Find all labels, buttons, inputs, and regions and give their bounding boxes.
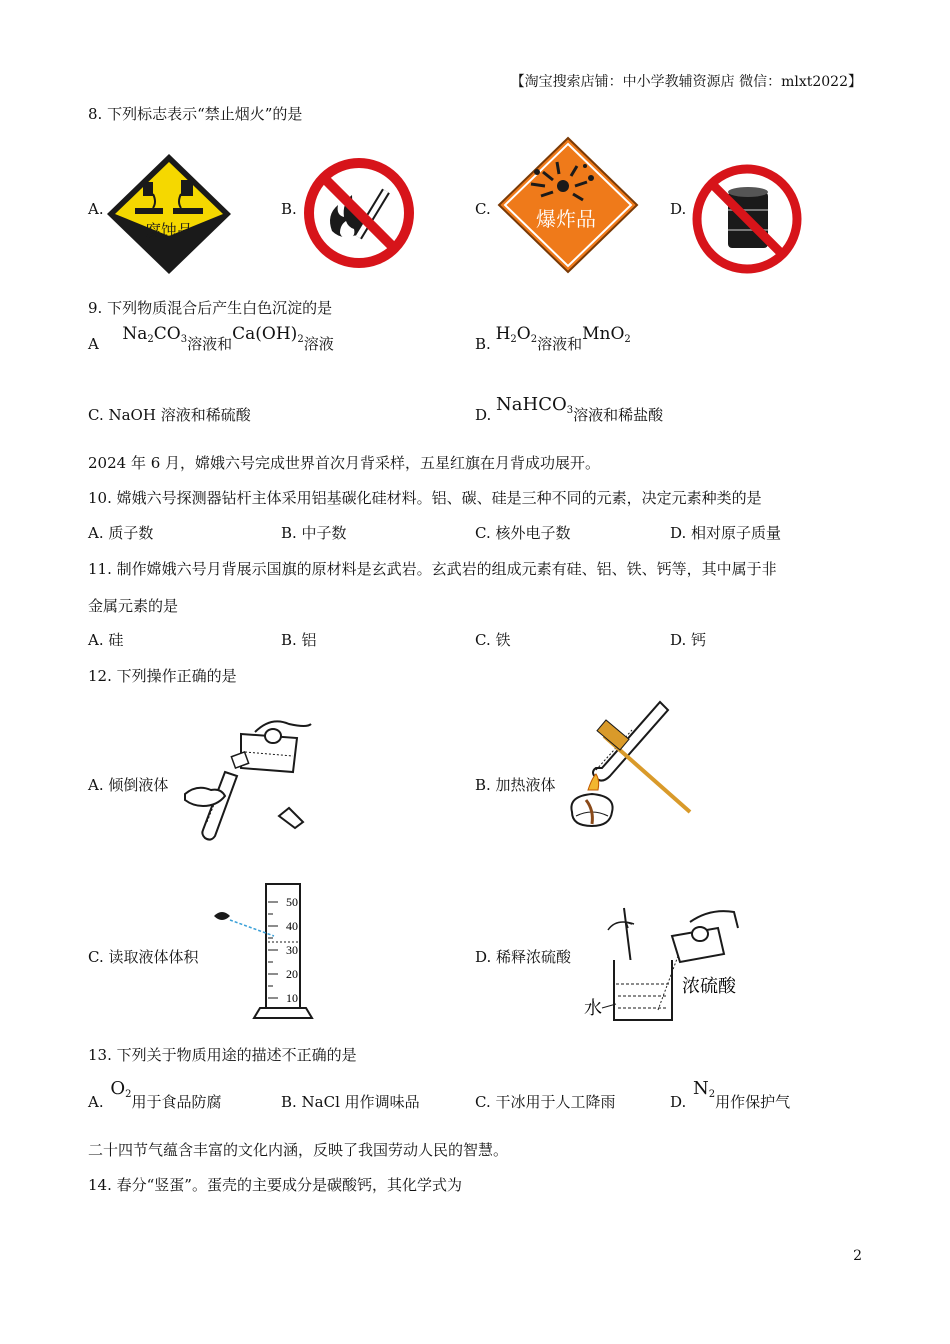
q11-option-c[interactable]: C. 铁 bbox=[475, 631, 511, 649]
q13-a-sub: 2 bbox=[125, 1089, 132, 1100]
q9-b-letter: B. bbox=[475, 335, 491, 353]
water-label: 水 bbox=[584, 998, 602, 1018]
q9-d-formula-sub: 3 bbox=[566, 405, 574, 416]
q13-d-letter: D. bbox=[670, 1093, 687, 1111]
q12-option-a[interactable]: A. 倾倒液体 bbox=[88, 776, 169, 794]
q9-a-mid: 溶液和 bbox=[187, 335, 233, 353]
reading-volume-illustration bbox=[208, 880, 318, 1026]
q10-option-a[interactable]: A. 质子数 bbox=[88, 524, 154, 542]
q9-a-end: 溶液 bbox=[303, 335, 334, 353]
q9-b-formula1-h: H bbox=[495, 324, 511, 344]
q9-d-end: 溶液和稀盐酸 bbox=[573, 406, 664, 424]
no-barrel-sign-icon bbox=[690, 162, 804, 276]
q9-a-formula1-sub: 2 bbox=[147, 334, 154, 345]
q11-option-b[interactable]: B. 铝 bbox=[281, 631, 317, 649]
q13-d-sub: 2 bbox=[708, 1089, 716, 1100]
no-fire-sign-icon bbox=[302, 153, 416, 273]
pouring-liquid-illustration bbox=[185, 712, 315, 842]
q13-option-c[interactable]: C. 干冰用于人工降雨 bbox=[475, 1093, 616, 1111]
q9-a-letter: A bbox=[88, 335, 99, 353]
q13-a-formula: O bbox=[110, 1078, 126, 1099]
q8-option-a-letter[interactable]: A. bbox=[88, 200, 104, 218]
q13-option-b[interactable]: B. NaCl 用作调味品 bbox=[281, 1093, 420, 1111]
q9-b-formula1-sub2: 2 bbox=[530, 334, 538, 345]
q9-b-mid: 溶液和 bbox=[537, 335, 583, 353]
q13-a-letter: A. bbox=[88, 1093, 104, 1111]
cylinder-tick-50: 50 bbox=[286, 895, 298, 909]
question-8-stem: 8. 下列标志表示“禁止烟火”的是 bbox=[88, 105, 303, 123]
q9-option-b[interactable] bbox=[475, 324, 631, 355]
page-header: 【淘宝搜索店铺：中小学教辅资源店 微信：mlxt2022】 bbox=[510, 74, 862, 90]
cylinder-tick-40: 40 bbox=[286, 919, 298, 933]
q9-a-formula1-sub2: 3 bbox=[180, 334, 188, 345]
q13-d-text: 用作保护气 bbox=[715, 1093, 791, 1111]
q12-option-b[interactable]: B. 加热液体 bbox=[475, 776, 556, 794]
question-13-stem: 13. 下列关于物质用途的描述不正确的是 bbox=[88, 1046, 357, 1064]
q10-option-d[interactable]: D. 相对原子质量 bbox=[670, 524, 782, 542]
page-number: 2 bbox=[853, 1248, 862, 1264]
question-9-stem: 9. 下列物质混合后产生白色沉淀的是 bbox=[88, 299, 333, 317]
q9-option-d[interactable] bbox=[475, 394, 664, 424]
q9-b-formula1-sub: 2 bbox=[510, 334, 517, 345]
q9-b-formula2: MnO bbox=[582, 324, 625, 344]
context-solar-terms: 二十四节气蕴含丰富的文化内涵，反映了我国劳动人民的智慧。 bbox=[88, 1141, 509, 1159]
q9-b-formula2-sub: 2 bbox=[624, 334, 631, 345]
corrosive-sign-icon bbox=[105, 152, 233, 276]
explosive-sign-text: 爆炸品 bbox=[536, 209, 596, 231]
q13-a-text: 用于食品防腐 bbox=[131, 1093, 222, 1111]
diluting-acid-illustration bbox=[582, 900, 748, 1026]
q9-option-a[interactable] bbox=[88, 324, 334, 355]
question-11-stem-line1: 11. 制作嫦娥六号月背展示国旗的原材料是玄武岩。玄武岩的组成元素有硅、铝、铁、钙等，其中属于非 bbox=[88, 560, 777, 578]
q9-a-formula1-na: Na bbox=[122, 324, 148, 344]
q10-option-c[interactable]: C. 核外电子数 bbox=[475, 524, 571, 542]
q13-option-d[interactable] bbox=[670, 1078, 791, 1111]
corrosive-sign-text: 腐蚀品 bbox=[144, 223, 194, 240]
q9-d-letter: D. bbox=[475, 406, 492, 424]
q9-a-formula2-sub: 2 bbox=[297, 334, 304, 345]
q9-option-c[interactable]: C. NaOH 溶液和稀硫酸 bbox=[88, 406, 251, 424]
heating-liquid-illustration bbox=[562, 700, 698, 840]
question-11-stem-line2: 金属元素的是 bbox=[88, 597, 179, 615]
q12-option-d[interactable]: D. 稀释浓硫酸 bbox=[475, 948, 572, 966]
q9-a-formula2: Ca(OH) bbox=[232, 324, 298, 344]
q9-d-formula: NaHCO bbox=[496, 394, 567, 415]
cylinder-tick-30: 30 bbox=[286, 943, 298, 957]
q13-d-formula: N bbox=[693, 1078, 709, 1099]
cylinder-tick-10: 10 bbox=[286, 991, 298, 1005]
q11-option-a[interactable]: A. 硅 bbox=[88, 631, 124, 649]
q9-b-formula1-o: O bbox=[516, 324, 531, 344]
acid-label: 浓硫酸 bbox=[682, 976, 736, 996]
q11-option-d[interactable]: D. 钙 bbox=[670, 631, 707, 649]
q9-a-formula1-co: CO bbox=[153, 324, 181, 344]
q10-option-b[interactable]: B. 中子数 bbox=[281, 524, 347, 542]
context-change6: 2024 年 6 月，嫦娥六号完成世界首次月背采样，五星红旗在月背成功展开。 bbox=[88, 454, 601, 472]
explosive-sign-icon bbox=[497, 136, 639, 274]
question-10-stem: 10. 嫦娥六号探测器钻杆主体采用铝基碳化硅材料。铝、碳、硅是三种不同的元素，决定元素种类的是 bbox=[88, 489, 762, 507]
q8-option-b-letter[interactable]: B. bbox=[281, 200, 297, 218]
question-12-stem: 12. 下列操作正确的是 bbox=[88, 667, 237, 685]
q12-option-c[interactable]: C. 读取液体体积 bbox=[88, 948, 199, 966]
q8-option-d-letter[interactable]: D. bbox=[670, 200, 687, 218]
cylinder-tick-20: 20 bbox=[286, 967, 298, 981]
q8-option-c-letter[interactable]: C. bbox=[475, 200, 491, 218]
q13-option-a[interactable] bbox=[88, 1078, 222, 1111]
question-14-stem: 14. 春分“竖蛋”。蛋壳的主要成分是碳酸钙，其化学式为 bbox=[88, 1176, 462, 1194]
